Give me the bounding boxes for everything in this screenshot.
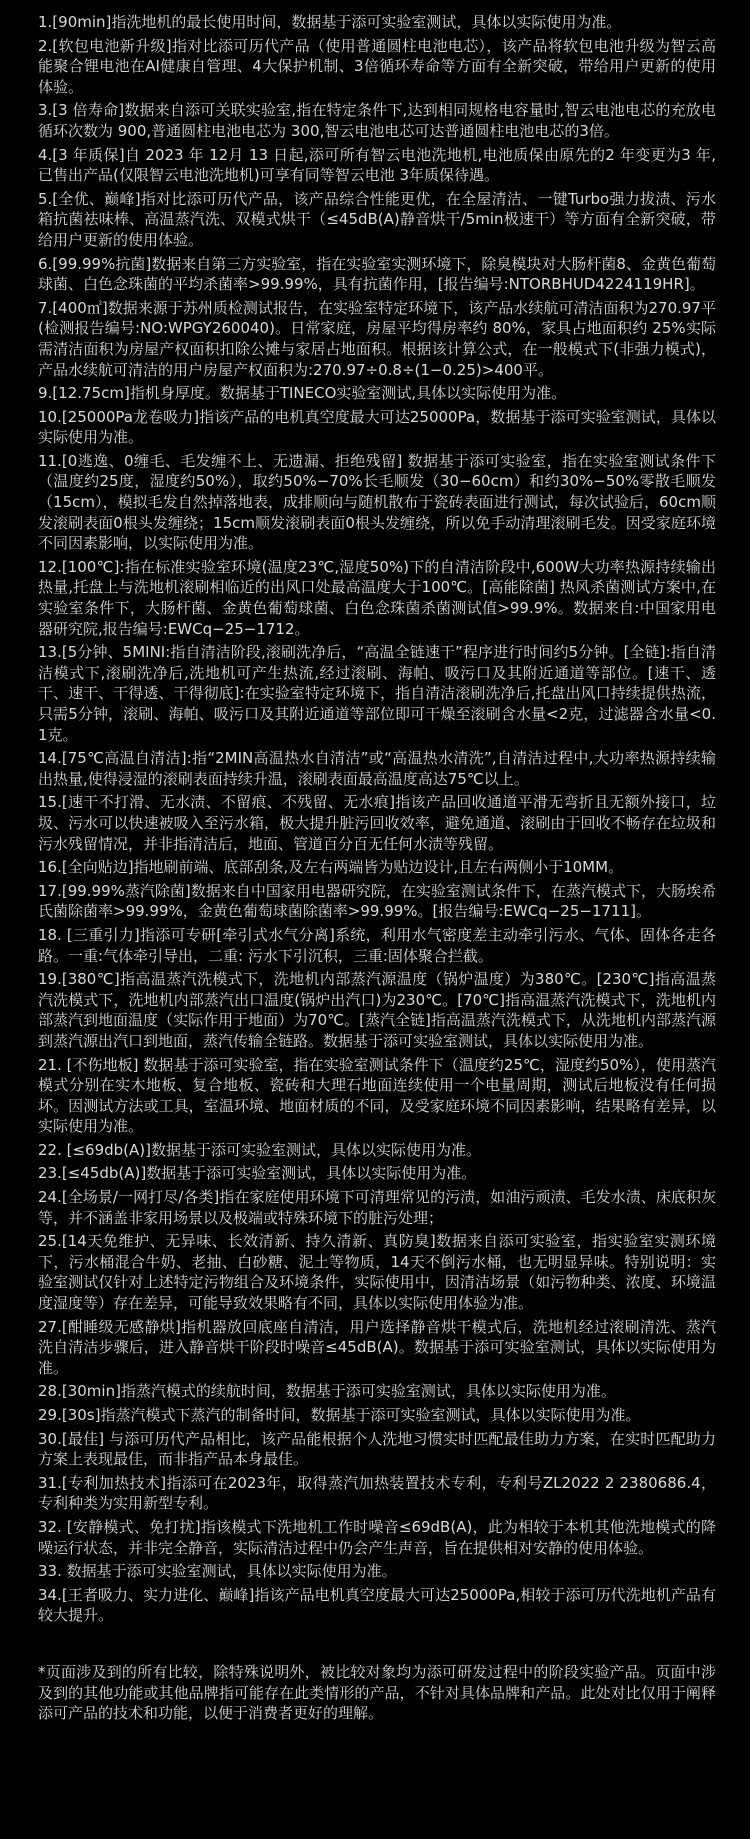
footnote-item: 34.[王者吸力、实力进化、巅峰]指该产品电机真空度最大可达25000Pa,相较于添可历代洗地机产品有较大提升。 xyxy=(38,1585,716,1625)
footnote-item: 24.[全场景/一网打尽/各类]指在家庭使用环境下可清理常见的污渍，如油污顽渍、毛发水渍、床底积灰等，并不涵盖非家用场景以及极端或特殊环境下的脏污处理； xyxy=(38,1188,716,1227)
disclaimer: *页面涉及到的所有比较，除特殊说明外，被比较对象均为添可研发过程中的阶段实验产品。页面中涉及到的其他功能或其他品牌指可能存在此类情形的产品，不针对具体品牌和产品。此处对比仅用于阐释添可产品的技术和功能，以便于消费者更好的理解。 xyxy=(38,1662,716,1723)
footnote-item: 18. [三重引力]指添可专研[牵引式水气分离]系统，利用水气密度差主动牵引污水、气体、固体各走各路。一重:气体牵引导出，二重: 污水下引沉积，三重:固体聚合拦截。 xyxy=(38,925,716,965)
footnote-item: 25.[14天免维护、无异味、长效清新、持久清新、真防臭]数据来自添可实验室，指实验室实测环境下，污水桶混合牛奶、老抽、白砂糖、泥土等物质，14天不倒污水桶，也无明显异味。特别说明：实验室测试仅针对上述特定污物组合及环境条件，实际使用中，因清洁场景（如污物种类、浓度、环境温度湿度等）存在差异，可能导致效果略有不同，具体以实际使用体验为准。 xyxy=(38,1232,716,1313)
footnote-item: 21. [不伤地板] 数据基于添可实验室，指在实验室测试条件下（温度约25℃，湿度约50%），使用蒸汽模式分别在实木地板、复合地板、瓷砖和大理石地面连续使用一个电量周期，测试后地板没有任何损坏。因测试方法或工具，室温环境、地面材质的不同，及受家庭环境不同因素影响，结果略有差异，以实际使用为准。 xyxy=(38,1055,716,1136)
footnote-item: 32. [安静模式、免打扰]指该模式下洗地机工作时噪音≤69dB(A)，此为相较于本机其他洗地模式的降噪运行状态，并非完全静音，实际清洁过程中仍会产生声音，旨在提供相对安静的使用体验。 xyxy=(38,1517,716,1557)
footnote-item: 11.[0逃逸、0缠毛、毛发缠不上、无遗漏、拒绝残留] 数据基于添可实验室，指在实验室测试条件下（温度约25度，湿度约50%），取约50%−70%长毛顺发（30−60cm）和约30%−50%零散毛顺发（15cm），模拟毛发自然掉落地表，成排顺向与随机散布于瓷砖表面进行测试，每次试验后，60cm顺发滚刷表面0根头发缠绕；15cm顺发滚刷表面0根头发缠绕，所以免手动清理滚刷毛发。因受家庭环境不同因素影响，以实际使用为准。 xyxy=(38,451,716,553)
footnote-item: 31.[专利加热技术]指添可在2023年，取得蒸汽加热装置技术专利，专利号ZL2022 2 2380686.4，专利种类为实用新型专利。 xyxy=(38,1473,716,1513)
footnote-list xyxy=(38,12,716,1626)
footnote-item: 10.[25000Pa龙卷吸力]指该产品的电机真空度最大可达25000Pa，数据基于添可实验室测试，具体以实际使用为准。 xyxy=(38,407,716,447)
footnote-item: 29.[30s]指蒸汽模式下蒸汽的制备时间，数据基于添可实验室测试，具体以实际使用为准。 xyxy=(38,1406,641,1424)
footnote-item: 5.[全优、巅峰]指对比添可历代产品，该产品综合性能更优，在全屋清洁、一键Turbo强力拔渍、污水箱抗菌祛味棒、高温蒸汽洗、双模式烘干（≤45dB(A)静音烘干/5min极速干）等方面有全新突破，带给用户更新的使用体验。 xyxy=(38,189,716,249)
footnote-item: 33. 数据基于添可实验室测试，具体以实际使用为准。 xyxy=(38,1562,397,1581)
footnote-item: 6.[99.99%抗菌]数据来自第三方实验室，指在实验室实测环境下，除臭模块对大肠杆菌8、金黄色葡萄球菌、白色念珠菌的平均杀菌率>99.99%，具有抗菌作用，[报告编号:NTORBHUD4224119HR]。 xyxy=(38,254,716,294)
footnote-item: 2.[软包电池新升级]指对比添可历代产品（使用普通圆柱电池电芯），该产品将软包电池升级为智云高能聚合锂电池在AI健康自管理、4大保护机制、3倍循环寿命等方面有全新突破，带给用户更新的使用体验。 xyxy=(38,36,716,96)
footnote-item: 19.[380℃]指高温蒸汽洗模式下，洗地机内部蒸汽源温度（锅炉温度）为380℃。[230℃]指高温蒸汽洗模式下，洗地机内部蒸汽出口温度(锅炉出汽口)为230℃。[70℃]指高温蒸汽洗模式下，洗地机内部蒸汽到地面温度（实际作用于地面）为70℃。[蒸汽全链]指高温蒸汽洗模式下，从洗地机内部蒸汽源到蒸汽源出汽口到地面，蒸汽传输全链路。数据基于添可实验室测试，具体以实际使用为准。 xyxy=(38,970,716,1050)
footnote-item: 14.[75℃高温自清洁]:指“2MIN高温热水自清洁”或“高温热水清洗”,自清洁过程中,大功率热源持续输出热量,使得浸湿的滚刷表面持续升温，滚刷表面最高温度高达75℃以上。 xyxy=(38,749,716,788)
footnote-item: 3.[3 倍寿命]数据来自添可关联实验室,指在特定条件下,达到相同规格电容量时,智云电池电芯的充放电循环次数为 900,普通圆柱电池电芯为 300,智云电池电芯可达普通圆柱电池电芯的3倍。 xyxy=(38,101,716,140)
footnote-item: 16.[全向贴边]指地刷前端、底部刮条,及左右两端皆为贴边设计,且左右两侧小于10MM。 xyxy=(38,858,624,877)
footnote-item: 13.[5分钟、5MINI:指自清洁阶段,滚刷洗净后，“高温全链速干”程序进行时间约5分钟。[全链]:指自清洁模式下,滚刷洗净后,洗地机可产生热流,经过滚刷、海帕、吸污口及其附近通道等部位。[速干、透干、速干、干得透、干得彻底]:在实验室特定环境下，指自清洁滚刷洗净后,托盘出风口持续提供热流，只需5分钟，滚刷、海帕、吸污口及其附近通道等部位即可干燥至滚刷含水量<2克，过滤器含水量<0.1克。 xyxy=(38,643,716,744)
footnote-item: 22. [≤69db(A)]数据基于添可实验室测试，具体以实际使用为准。 xyxy=(38,1140,481,1159)
footnote-item: 7.[400㎡]数据来源于苏州质检测试报告，在实验室特定环境下，该产品水续航可清洁面积为270.97平(检测报告编号:NO:WPGY260040)。日常家庭，房屋平均得房率约 80%，家具占地面积约 25%实际需清洁面积为房屋产权面积扣除公摊与家居占地面积。根据该计算公式，在一般模式下(非强力模式)，产品水续航可清洁的用户房屋产权面积为:270.97÷0.8÷(1−0.25)>400平。 xyxy=(38,298,716,379)
footnote-item: 4.[3 年质保]自 2023 年 12月 13 日起,添可所有智云电池洗地机,电池质保由原先的2 年变更为3 年,已售出产品(仅限智云电池洗地机)可享有同等智云电池 3年质保待遇。 xyxy=(38,145,716,185)
footnote-item: 28.[30min]指蒸汽模式的续航时间，数据基于添可实验室测试，具体以实际使用为准。 xyxy=(38,1382,616,1401)
footnote-item: 15.[速干不打滑、无水渍、不留痕、不残留、无水痕]指该产品回收通道平滑无弯折且无额外接口，垃圾、污水可以快速被吸入至污水箱，极大提升脏污回收效率，避免通道、滚刷由于回收不畅存在垃圾和污水残留情况，并非指清洁后，地面、管道百分百无任何水渍等残留。 xyxy=(38,793,716,853)
footnote-item: 9.[12.75cm]指机身厚度。数据基于TINECO实验室测试,具体以实际使用为准。 xyxy=(38,384,567,403)
footnote-item: 27.[酣睡级无感静烘]指机器放回底座自清洁，用户选择静音烘干模式后，洗地机经过滚刷清洗、蒸汽洗自清洁步骤后，进入静音烘干阶段时噪音≤45dB(A)。数据基于添可实验室测试，具体以实际使用为准。 xyxy=(38,1317,716,1377)
footnote-item: 30.[最佳] 与添可历代产品相比，该产品能根据个人洗地习惯实时匹配最佳助力方案，在实时匹配助力方案上表现最佳，而非指产品本身最佳。 xyxy=(38,1429,716,1469)
footnote-item: 12.[100℃]:指在标准实验室环境(温度23℃,湿度50%)下的自清洁阶段中,600W大功率热源持续输出热量,托盘上与洗地机滚刷相临近的出风口处最高温度大于100℃。[高能除菌] 热风杀菌测试方案中,在实验室条件下，大肠杆菌、金黄色葡萄球菌、白色念珠菌杀菌测试值>99.9%。数据来自:中国家用电器研究院,报告编号:EWCq−25−1712。 xyxy=(38,557,716,638)
footnote-item: 17.[99.99%蒸汽除菌]数据来自中国家用电器研究院，在实验室测试条件下，在蒸汽模式下，大肠埃希氏菌除菌率>99.99%，金黄色葡萄球菌除菌率>99.99%。[报告编号:EWCq−25−1711]。 xyxy=(38,881,716,921)
footnote-item: 23.[≤45db(A)]数据基于添可实验室测试，具体以实际使用为准。 xyxy=(38,1164,477,1183)
footnote-item: 1.[90min]指洗地机的最长使用时间，数据基于添可实验室测试，具体以实际使用为准。 xyxy=(38,13,622,31)
